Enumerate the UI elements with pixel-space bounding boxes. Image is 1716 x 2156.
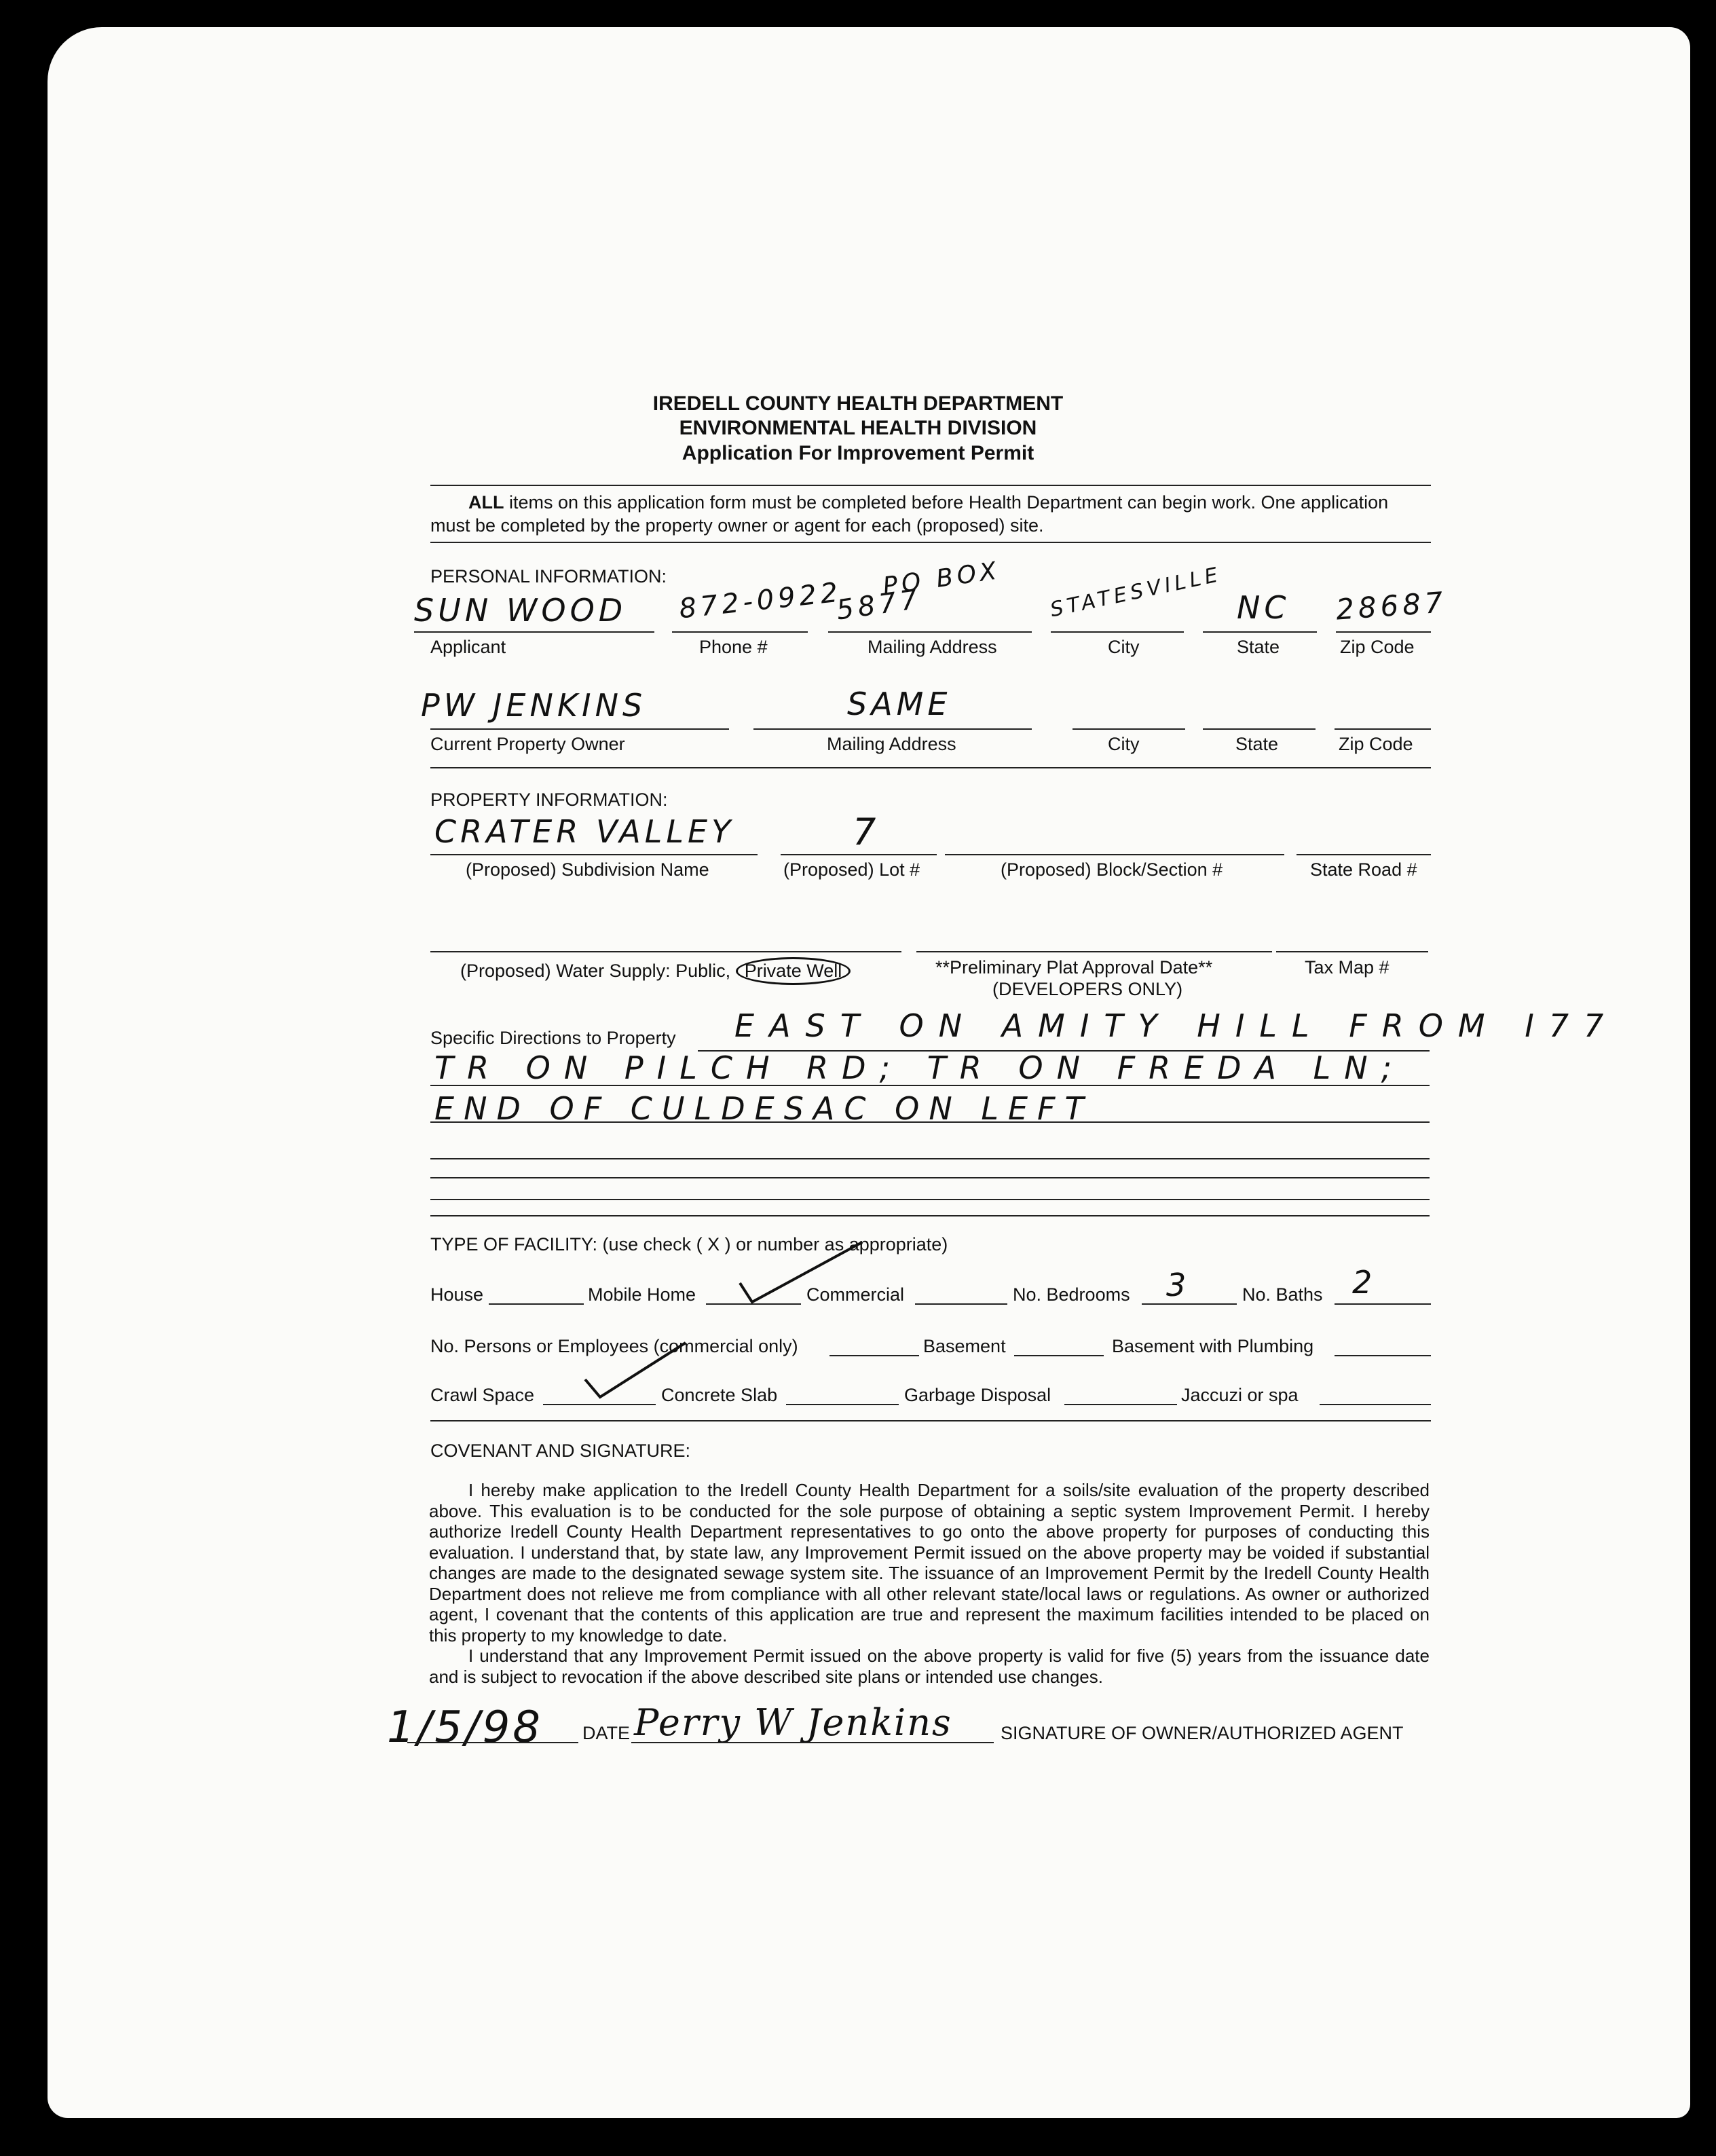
house-line xyxy=(489,1303,584,1305)
owner-zip-label: Zip Code xyxy=(1339,734,1413,754)
owner-line xyxy=(430,728,729,730)
owner-state-line xyxy=(1203,728,1316,730)
date-label: DATE xyxy=(582,1723,631,1743)
basement-plumbing-label: Basement with Plumbing xyxy=(1112,1336,1314,1356)
road-line xyxy=(1297,854,1431,855)
lot-value: 7 xyxy=(853,811,880,853)
subdivision-line xyxy=(430,854,758,855)
lot-label: (Proposed) Lot # xyxy=(783,859,920,880)
owner-label: Current Property Owner xyxy=(430,734,625,754)
basement-label: Basement xyxy=(923,1336,1006,1356)
property-section-title: PROPERTY INFORMATION: xyxy=(430,789,668,810)
date-line xyxy=(407,1742,578,1743)
mobile-home-label: Mobile Home xyxy=(588,1284,696,1305)
block-line xyxy=(945,854,1284,855)
basement-plumbing-line xyxy=(1335,1355,1431,1356)
baths-line xyxy=(1335,1303,1431,1305)
block-label: (Proposed) Block/Section # xyxy=(1001,859,1223,880)
commercial-line xyxy=(915,1303,1007,1305)
state-value: NC xyxy=(1237,589,1290,626)
taxmap-label: Tax Map # xyxy=(1305,957,1389,978)
plat-label: **Preliminary Plat Approval Date** xyxy=(935,957,1213,978)
header-rule xyxy=(430,485,1431,486)
mailing-line xyxy=(828,631,1032,633)
mailing-address-value-line1: PO BOX xyxy=(880,557,1003,601)
signature-label: SIGNATURE OF OWNER/AUTHORIZED AGENT xyxy=(1001,1723,1404,1743)
zip-label: Zip Code xyxy=(1340,637,1415,657)
directions-line-2: TR ON PILCH RD; TR ON FREDA LN; xyxy=(434,1049,1406,1086)
zip-value: 28687 xyxy=(1335,585,1449,627)
basement-line xyxy=(1014,1355,1104,1356)
crawl-space-label: Crawl Space xyxy=(430,1385,535,1405)
form-title: Application For Improvement Permit xyxy=(682,442,1034,464)
applicant-value: SUN WOOD xyxy=(414,592,627,629)
owner-mailing-label: Mailing Address xyxy=(827,734,956,754)
city-line xyxy=(1051,631,1184,633)
directions-rule-5 xyxy=(430,1177,1430,1178)
mailing-address-label: Mailing Address xyxy=(868,637,997,657)
taxmap-line xyxy=(1276,951,1428,952)
baths-label: No. Baths xyxy=(1242,1284,1323,1305)
subdivision-label: (Proposed) Subdivision Name xyxy=(466,859,709,880)
garbage-label: Garbage Disposal xyxy=(904,1385,1051,1405)
directions-line-1: EAST ON AMITY HILL FROM I77 xyxy=(734,1007,1619,1044)
persons-line xyxy=(829,1355,919,1356)
intro-line-1: ALL items on this application form must be completed before Health Department can begin work. One application xyxy=(468,492,1389,513)
state-line xyxy=(1203,631,1317,633)
zip-line xyxy=(1336,631,1431,633)
commercial-label: Commercial xyxy=(806,1284,905,1305)
water-supply-label: (Proposed) Water Supply: Public, Private Well xyxy=(460,957,851,985)
state-label: State xyxy=(1237,637,1280,657)
road-label: State Road # xyxy=(1310,859,1417,880)
owner-section-rule xyxy=(430,767,1431,768)
city-label: City xyxy=(1108,637,1140,657)
lot-line xyxy=(781,854,937,855)
owner-zip-line xyxy=(1335,728,1431,730)
phone-line xyxy=(672,631,808,633)
date-value: 1/5/98 xyxy=(387,1703,543,1753)
city-value: STATESVILLE xyxy=(1048,562,1224,622)
plat-line xyxy=(916,951,1272,952)
directions-label: Specific Directions to Property xyxy=(430,1028,676,1048)
department-title: IREDELL COUNTY HEALTH DEPARTMENT xyxy=(652,392,1064,415)
facility-rule xyxy=(430,1420,1431,1421)
house-label: House xyxy=(430,1284,484,1305)
owner-value: PW JENKINS xyxy=(421,687,647,724)
subdivision-value: CRATER VALLEY xyxy=(434,813,735,850)
intro-rule xyxy=(430,542,1431,543)
phone-value: 872-0922 xyxy=(677,576,844,625)
mailing-address-value-line2: 5877 xyxy=(834,583,924,627)
owner-mailing-value: SAME xyxy=(847,686,952,722)
concrete-slab-line xyxy=(786,1404,899,1405)
covenant-text xyxy=(429,1480,1430,1687)
water-line xyxy=(430,951,901,952)
mobile-home-check-mark xyxy=(713,1235,889,1317)
bedrooms-line xyxy=(1142,1303,1237,1305)
directions-rule-6 xyxy=(430,1199,1430,1200)
jacuzzi-line xyxy=(1320,1404,1431,1405)
covenant-section-title: COVENANT AND SIGNATURE: xyxy=(430,1441,691,1461)
phone-label: Phone # xyxy=(699,637,768,657)
persons-label: No. Persons or Employees (commercial only) xyxy=(430,1336,798,1356)
intro-line-2: must be completed by the property owner or agent for each (proposed) site. xyxy=(430,515,1044,536)
directions-rule-4 xyxy=(430,1158,1430,1159)
personal-section-title: PERSONAL INFORMATION: xyxy=(430,566,667,587)
covenant-paragraph-1: I hereby make application to the Iredell County Health Department for a soils/site evaluation of the property described above. This evaluation is to be conducted for the sole purpose of obtaining a septic system Improvement Permit. I hereby authorize Iredell County Health Department representatives to go onto the above property for purposes of conducting this evaluation. I understand that, by state law, any Improvement Permit issued on the above property may be voided if substantial changes are made to the designated sewage system site. The issuance of an Improvement Permit by the Iredell County Health Department does not relieve me from compliance with all other relevant state/local laws or regulations. As owner or authorized agent, I covenant that the contents of this application are true and represent the maximum facilities intended to be placed on this property to my knowledge to date. xyxy=(429,1480,1430,1646)
facility-section-title: TYPE OF FACILITY: (use check ( X ) or number as appropriate) xyxy=(430,1234,948,1254)
garbage-line xyxy=(1064,1404,1177,1405)
directions-rule-1 xyxy=(698,1050,1430,1052)
water-selected-option: Private Well xyxy=(736,957,851,985)
crawl-space-check-mark xyxy=(577,1337,713,1405)
division-title: ENVIRONMENTAL HEALTH DIVISION xyxy=(679,417,1037,439)
directions-rule-3 xyxy=(430,1121,1430,1123)
directions-line-3: END OF CULDESAC ON LEFT xyxy=(434,1090,1094,1127)
directions-rule-7 xyxy=(430,1215,1430,1216)
owner-signature: Perry W Jenkins xyxy=(634,1701,952,1744)
signature-line xyxy=(631,1742,994,1743)
directions-rule-2 xyxy=(430,1085,1430,1086)
baths-value: 2 xyxy=(1352,1264,1377,1301)
owner-mailing-line xyxy=(753,728,1032,730)
applicant-label: Applicant xyxy=(430,637,506,657)
bedrooms-value: 3 xyxy=(1166,1267,1191,1303)
plat-sublabel: (DEVELOPERS ONLY) xyxy=(992,979,1183,999)
applicant-line xyxy=(414,631,654,633)
jacuzzi-label: Jaccuzi or spa xyxy=(1181,1385,1299,1405)
owner-city-label: City xyxy=(1108,734,1140,754)
covenant-paragraph-2: I understand that any Improvement Permit issued on the above property is valid for five (5) years from the issuance date and is subject to revocation if the above described site plans or intended use changes. xyxy=(429,1646,1430,1687)
concrete-slab-label: Concrete Slab xyxy=(661,1385,778,1405)
bedrooms-label: No. Bedrooms xyxy=(1013,1284,1130,1305)
owner-city-line xyxy=(1072,728,1185,730)
owner-state-label: State xyxy=(1235,734,1279,754)
